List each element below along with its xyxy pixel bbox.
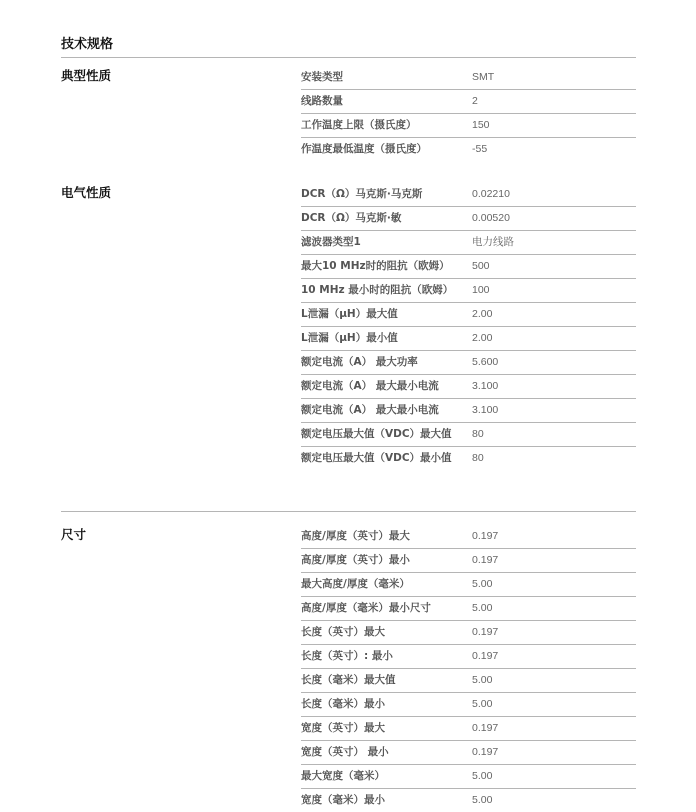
spec-value: 2.00: [472, 308, 493, 320]
spec-value: 80: [472, 452, 484, 464]
spec-value: 5.00: [472, 578, 493, 590]
spec-value: 0.00520: [472, 212, 510, 224]
spec-label: 长度（毫米）最大值: [301, 674, 396, 686]
spec-row: [301, 741, 636, 765]
spec-row: [301, 621, 636, 645]
spec-label: 额定电压最大值（VDC）最小值: [301, 452, 452, 464]
spec-value: 100: [472, 284, 490, 296]
spec-row: [301, 351, 636, 375]
spec-row: [301, 207, 636, 231]
spec-label: DCR（Ω）马克斯·敏: [301, 212, 402, 224]
spec-row: [301, 447, 636, 471]
spec-row: [301, 114, 636, 138]
spec-label: DCR（Ω）马克斯·马克斯: [301, 188, 423, 200]
spec-row: [301, 90, 636, 114]
spec-row: [301, 765, 636, 789]
spec-row: [301, 693, 636, 717]
spec-row: [301, 549, 636, 573]
spec-value: 0.197: [472, 530, 499, 542]
spec-label: 滤波器类型1: [301, 236, 361, 248]
spec-table: [301, 66, 636, 162]
spec-value: 500: [472, 260, 490, 272]
spec-label: 长度（英寸）: 最小: [301, 650, 393, 662]
section-title: 电气性质: [61, 185, 112, 200]
spec-label: 额定电流（A） 最大最小电流: [301, 404, 439, 416]
spec-value: 3.100: [472, 404, 499, 416]
spec-row: [301, 645, 636, 669]
spec-label: 线路数量: [301, 95, 343, 107]
spec-value: 0.197: [472, 722, 499, 734]
spec-label: 最大高度/厚度（毫米）: [301, 578, 410, 590]
section-divider: [61, 511, 636, 512]
spec-label: 工作温度上限（摄氏度）: [301, 119, 417, 131]
spec-value: 5.00: [472, 674, 493, 686]
spec-value: 0.197: [472, 746, 499, 758]
spec-label: 安装类型: [301, 71, 343, 83]
spec-row: [301, 138, 636, 162]
spec-label: 长度（毫米）最小: [301, 698, 385, 710]
spec-label: 额定电流（A） 最大最小电流: [301, 380, 439, 392]
spec-row: [301, 717, 636, 741]
spec-row: [301, 255, 636, 279]
spec-table: [301, 183, 636, 471]
spec-label: 最大宽度（毫米）: [301, 770, 385, 782]
spec-row: [301, 423, 636, 447]
section-divider: [61, 57, 636, 58]
spec-value: 电力线路: [472, 236, 514, 248]
spec-label: 宽度（英寸）最大: [301, 722, 385, 734]
spec-value: 5.00: [472, 794, 493, 806]
spec-label: L泄漏（μH）最小值: [301, 332, 398, 344]
spec-value: 0.197: [472, 650, 499, 662]
spec-value: 2.00: [472, 332, 493, 344]
spec-label: 10 MHz 最小时的阻抗（欧姆）: [301, 284, 454, 296]
spec-row: [301, 525, 636, 549]
section-title: 尺寸: [61, 527, 87, 542]
page-title: 技术规格: [61, 37, 114, 52]
spec-label: 最大10 MHz时的阻抗（欧姆）: [301, 260, 450, 272]
spec-table: [301, 525, 636, 812]
spec-value: 150: [472, 119, 490, 131]
spec-row: [301, 231, 636, 255]
spec-row: [301, 66, 636, 90]
spec-value: 0.02210: [472, 188, 510, 200]
spec-row: [301, 789, 636, 812]
spec-label: 宽度（英寸） 最小: [301, 746, 389, 758]
spec-value: 5.00: [472, 770, 493, 782]
spec-label: 高度/厚度（英寸）最小: [301, 554, 410, 566]
spec-label: 额定电流（A） 最大功率: [301, 356, 418, 368]
spec-value: 80: [472, 428, 484, 440]
spec-label: 宽度（毫米）最小: [301, 794, 385, 806]
spec-value: 2: [472, 95, 478, 107]
spec-value: 5.600: [472, 356, 499, 368]
spec-value: 0.197: [472, 626, 499, 638]
spec-row: [301, 669, 636, 693]
spec-label: 长度（英寸）最大: [301, 626, 385, 638]
spec-row: [301, 399, 636, 423]
spec-value: 5.00: [472, 698, 493, 710]
spec-value: 5.00: [472, 602, 493, 614]
spec-value: SMT: [472, 71, 495, 83]
spec-row: [301, 597, 636, 621]
spec-row: [301, 279, 636, 303]
spec-row: [301, 375, 636, 399]
spec-value: 0.197: [472, 554, 499, 566]
spec-row: [301, 183, 636, 207]
spec-label: 高度/厚度（英寸）最大: [301, 530, 410, 542]
spec-row: [301, 573, 636, 597]
spec-row: [301, 303, 636, 327]
spec-value: -55: [472, 143, 488, 155]
section-title: 典型性质: [61, 68, 112, 83]
spec-label: 额定电压最大值（VDC）最大值: [301, 428, 452, 440]
spec-value: 3.100: [472, 380, 499, 392]
spec-label: 作温度最低温度（摄氏度）: [301, 143, 427, 155]
spec-label: L泄漏（μH）最大值: [301, 308, 398, 320]
spec-label: 高度/厚度（毫米）最小尺寸: [301, 602, 431, 614]
spec-row: [301, 327, 636, 351]
